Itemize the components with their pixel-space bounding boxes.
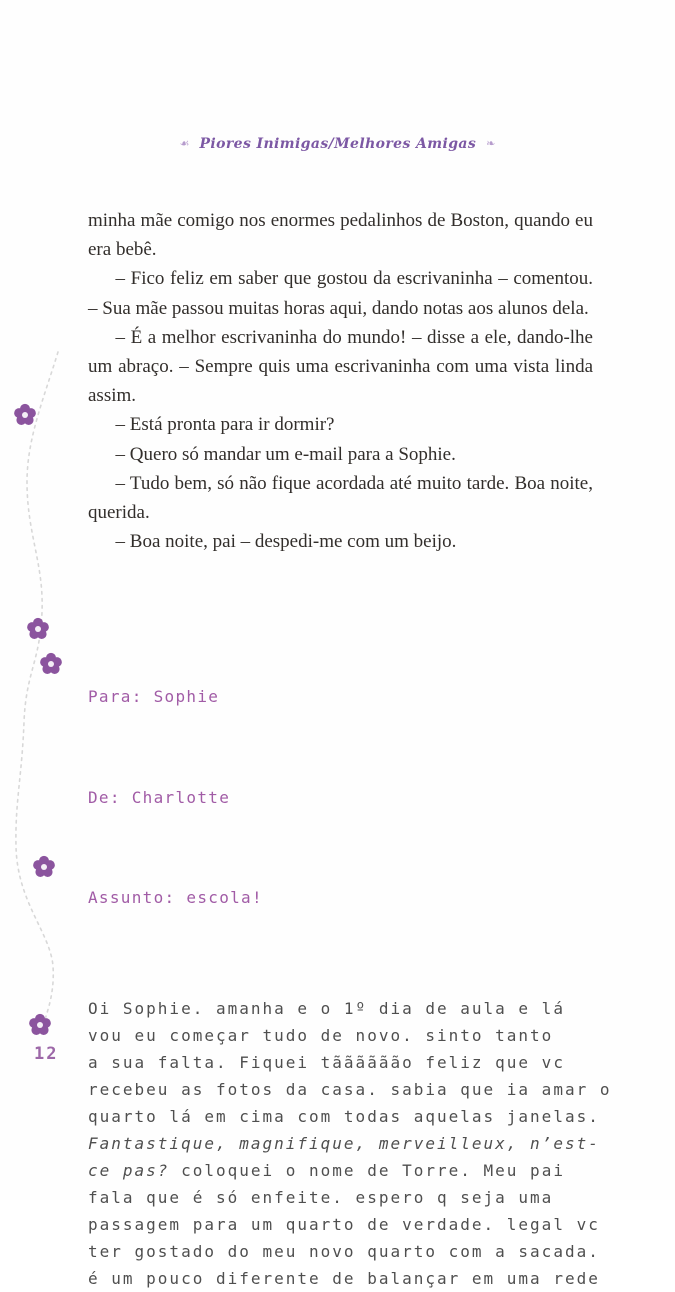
story-paragraph: – Boa noite, pai – despedi-me com um beijo. [115,531,457,553]
email-body-line: quarto lá em cima com todas aquelas janelas. [88,1106,600,1126]
flower-icon [39,652,63,676]
email-body-line: vou eu começar tudo de novo. sinto tanto [88,1025,554,1045]
email-body-line: ce pas? coloquei o nome de Torre. Meu pai [88,1160,565,1180]
email-body-line: ter gostado do meu novo quarto com a sacada. [88,1241,600,1261]
flower-icon [13,403,37,427]
email-body-line: Fantastique, magnifique, merveilleux, n’est- [88,1133,600,1153]
email-headers [88,613,611,982]
story-paragraph: – Tudo bem, só não fique acordada até muito tarde. Boa noite, querida. [88,472,593,524]
email-from-line: De: Charlotte [88,787,231,807]
email-body-line: passagem para um quarto de verdade. legal vc [88,1214,600,1234]
email-block [88,613,611,1292]
flower-icon [32,855,56,879]
email-to-line: Para: Sophie [88,687,220,706]
story-paragraph: – Quero só mandar um e-mail para a Sophie. [115,443,456,465]
story-paragraph: minha mãe comigo nos enormes pedalinhos de Boston, quando eu era bebê. [88,210,593,261]
email-body-line: recebeu as fotos da casa. sabia que ia amar o [88,1079,612,1099]
header-flourish-right-icon: ❧ [486,137,496,150]
flower-icon [28,1013,52,1037]
running-header [0,136,675,152]
page-number: 12 [34,1044,59,1064]
book-title: Piores Inimigas/Melhores Amigas [199,136,477,152]
email-body-line: Oi Sophie. amanha e o 1º dia de aula e lá [88,998,565,1018]
story-paragraph: – Está pronta para ir dormir? [115,414,335,436]
story-paragraph: – É a melhor escrivaninha do mundo! – disse a ele, dando-lhe um abraço. – Sempre quis uma escrivaninha com uma vista linda assim. [88,326,593,407]
header-flourish-left-icon: ☙ [179,137,190,150]
flower-icon [26,617,50,641]
email-subject-line: Assunto: escola! [88,888,263,907]
email-body-line: fala que é só enfeite. espero q seja uma [88,1187,554,1207]
email-body [88,995,611,1292]
email-body-line: a sua falta. Fiquei tãããããão feliz que vc [88,1052,565,1072]
email-body-line: é um pouco diferente de balançar em uma rede [88,1268,600,1288]
story-paragraph: – Fico feliz em saber que gostou da escrivaninha – comentou. – Sua mãe passou muitas horas aqui, dando notas aos alunos dela. [88,268,593,319]
story-text [88,206,593,556]
